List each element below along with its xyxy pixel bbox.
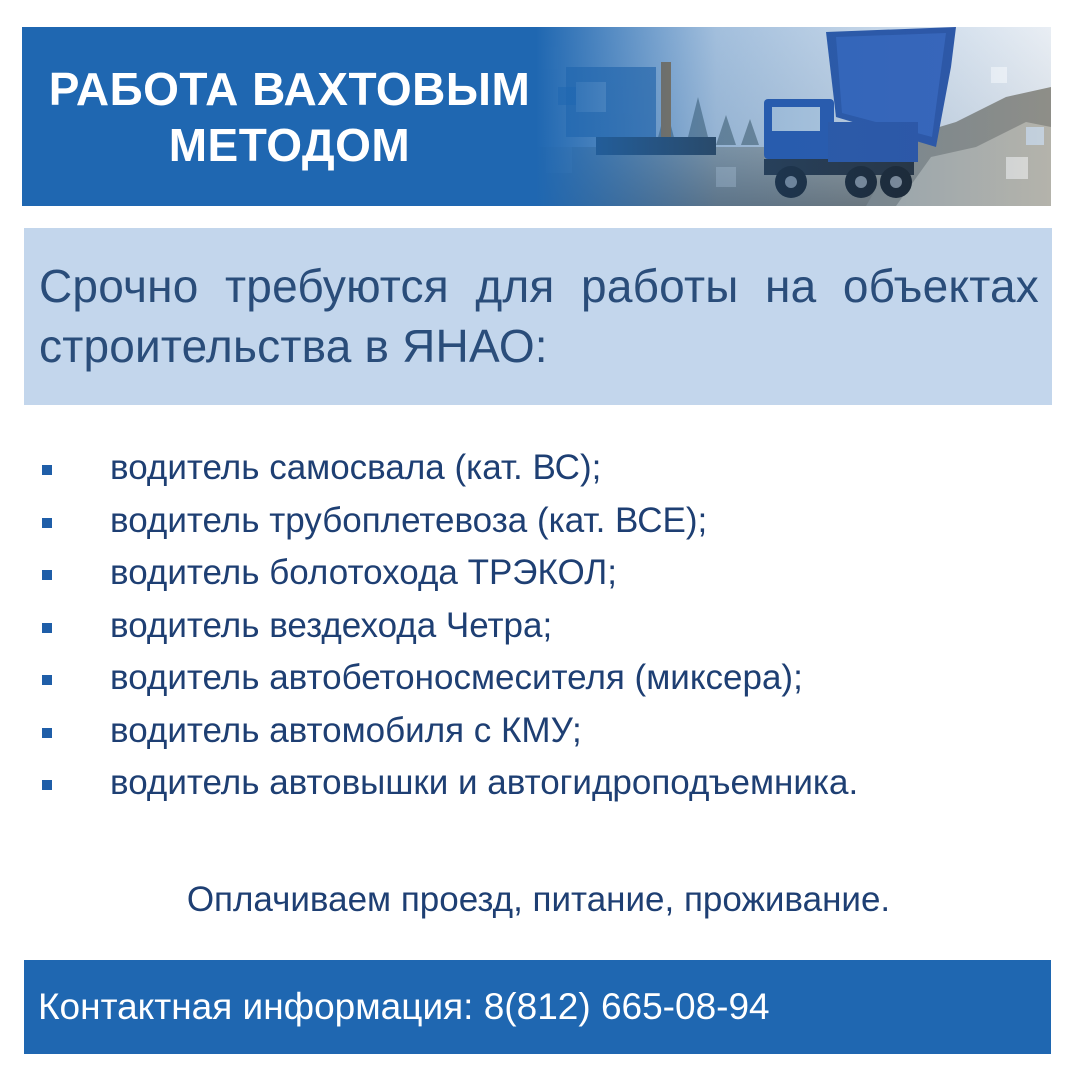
payment-note: Оплачиваем проезд, питание, проживание. (186, 880, 891, 919)
square-bullet-icon (42, 465, 52, 475)
subheading-box (24, 228, 1052, 405)
square-bullet-icon (42, 675, 52, 685)
square-bullet-icon (42, 570, 52, 580)
list-item-text: водитель самосвала (кат. ВС); (110, 448, 602, 487)
dump-truck-photo (536, 27, 1051, 206)
list-item-text: водитель автовышки и автогидроподъемника. (110, 763, 859, 802)
square-bullet-icon (42, 728, 52, 738)
list-item (38, 442, 1018, 495)
list-item (38, 600, 1018, 653)
list-item (38, 495, 1018, 548)
list-item-text: водитель болотохода ТРЭКОЛ; (110, 553, 617, 592)
list-item (38, 757, 1018, 810)
positions-list (38, 442, 1018, 810)
contact-info: Контактная информация: 8(812) 665-08-94 (38, 986, 770, 1027)
contact-bar (24, 960, 1051, 1054)
list-item (38, 547, 1018, 600)
list-item-text: водитель трубоплетевоза (кат. ВСЕ); (110, 500, 708, 540)
square-bullet-icon (42, 623, 52, 633)
square-bullet-icon (42, 780, 52, 790)
list-item-text: водитель автомобиля с КМУ; (110, 710, 582, 750)
subheading-text: Срочно требуются для работы на объектах строительства в ЯНАО: (39, 260, 1039, 372)
list-item-text: водитель вездехода Четра; (110, 605, 553, 645)
header-title (22, 27, 557, 206)
square-bullet-icon (42, 518, 52, 528)
header-title-line-1: РАБОТА ВАХТОВЫМ (48, 62, 531, 115)
list-item (38, 652, 1018, 705)
list-item-text: водитель автобетоносмесителя (миксера); (110, 658, 803, 697)
list-item (38, 705, 1018, 758)
header-banner (22, 27, 1051, 206)
header-title-line-2: МЕТОДОМ (168, 118, 411, 171)
